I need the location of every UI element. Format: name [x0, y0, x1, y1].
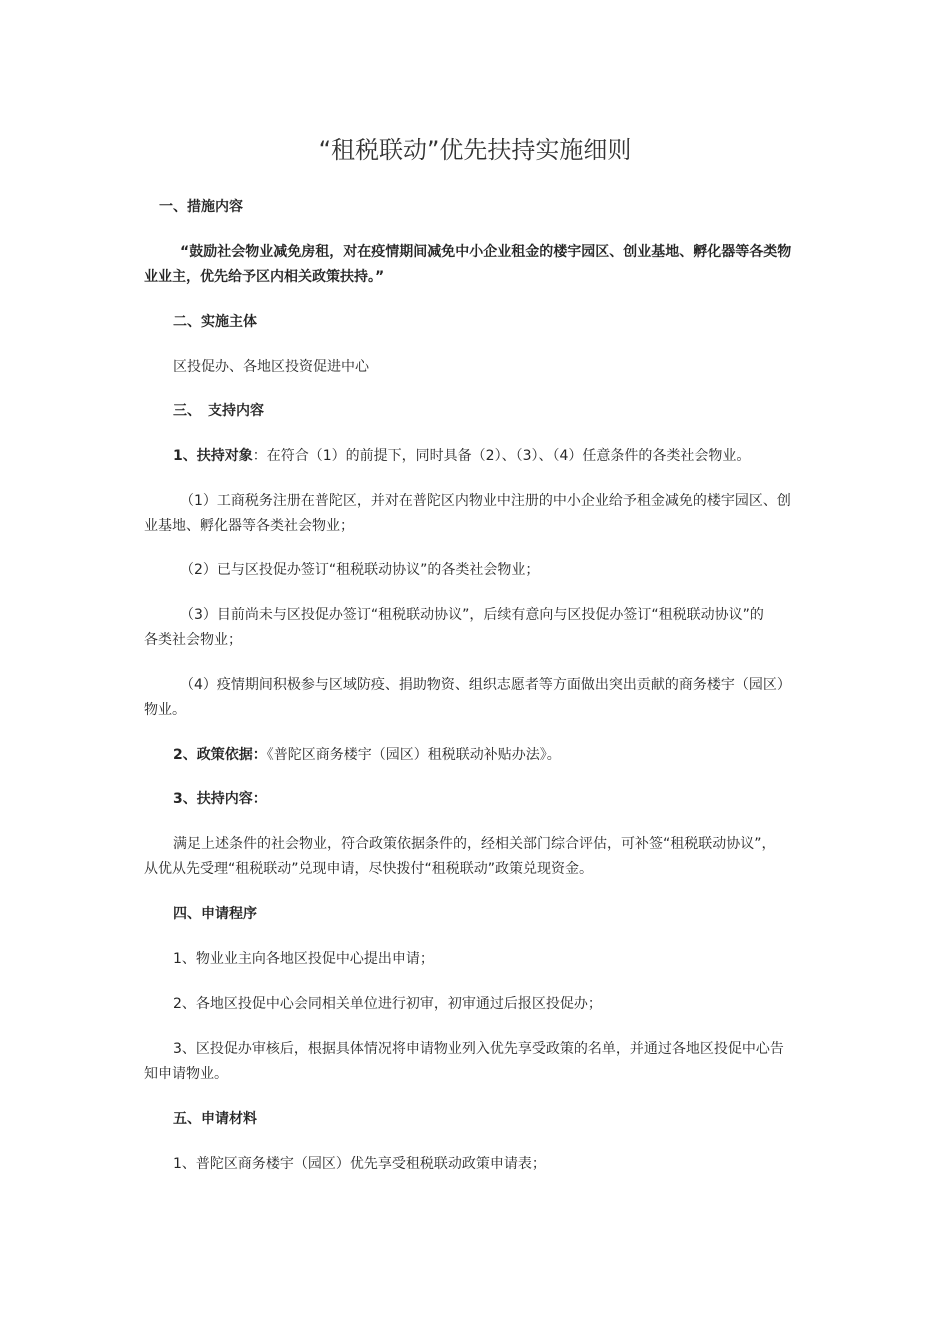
section-2-body: 区投促办、各地区投资促进中心 [173, 359, 369, 375]
condition-1-line-1: （1）工商税务注册在普陀区，并对在普陀区内物业中注册的中小企业给予租金减免的楼宇园区、创 [180, 493, 791, 509]
condition-4-line-2: 物业。 [144, 702, 186, 718]
section-3-heading: 三、 支持内容 [173, 403, 264, 419]
material-1: 1、普陀区商务楼宇（园区）优先享受租税联动政策申请表； [173, 1156, 546, 1172]
procedure-step-3-line-2: 知申请物业。 [144, 1066, 228, 1082]
policy-basis-label: 2、政策依据： [173, 747, 267, 763]
condition-1-line-2: 业基地、孵化器等各类社会物业； [144, 518, 354, 534]
procedure-step-2: 2、各地区投促中心会同相关单位进行初审，初审通过后报区投促办； [173, 996, 602, 1012]
support-target-text: ：在符合（1）的前提下，同时具备（2）、（3）、（4）任意条件的各类社会物业。 [252, 448, 751, 464]
condition-4-line-1: （4）疫情期间积极参与区域防疫、捐助物资、组织志愿者等方面做出突出贡献的商务楼宇（园区） [180, 677, 791, 693]
support-content-label: 3、扶持内容： [173, 791, 267, 807]
support-target-label: 1、扶持对象 [173, 448, 253, 464]
section-4-heading: 四、申请程序 [173, 906, 257, 922]
support-content-line-1: 满足上述条件的社会物业，符合政策依据条件的，经相关部门综合评估，可补签“租税联动协议”， [173, 836, 776, 852]
section-2-heading: 二、实施主体 [173, 314, 257, 330]
section-1-heading: 一、措施内容 [159, 199, 243, 215]
support-content-line-2: 从优从先受理“租税联动”兑现申请，尽快拨付“租税联动”政策兑现资金。 [144, 861, 594, 877]
condition-2: （2）已与区投促办签订“租税联动协议”的各类社会物业； [180, 562, 540, 578]
condition-3-line-2: 各类社会物业； [144, 632, 242, 648]
quote-line-2: 业业主，优先给予区内相关政策扶持。” [144, 269, 385, 285]
condition-3-line-1: （3）目前尚未与区投促办签订“租税联动协议”，后续有意向与区投促办签订“租税联动协议”的 [180, 607, 764, 623]
quote-line-1: “鼓励社会物业减免房租，对在疫情期间减免中小企业租金的楼宇园区、创业基地、孵化器等各类物 [180, 244, 792, 260]
section-5-heading: 五、申请材料 [173, 1111, 257, 1127]
policy-basis-paragraph [144, 743, 838, 768]
document-title: “租税联动”优先扶持实施细则 [318, 136, 632, 164]
procedure-step-3-line-1: 3、区投促办审核后，根据具体情况将申请物业列入优先享受政策的名单，并通过各地区投促中心告 [173, 1041, 784, 1057]
procedure-step-1: 1、物业业主向各地区投促中心提出申请； [173, 951, 434, 967]
policy-basis-text: 《普陀区商务楼宇（园区）租税联动补贴办法》。 [266, 747, 561, 763]
support-target-paragraph [144, 444, 838, 469]
